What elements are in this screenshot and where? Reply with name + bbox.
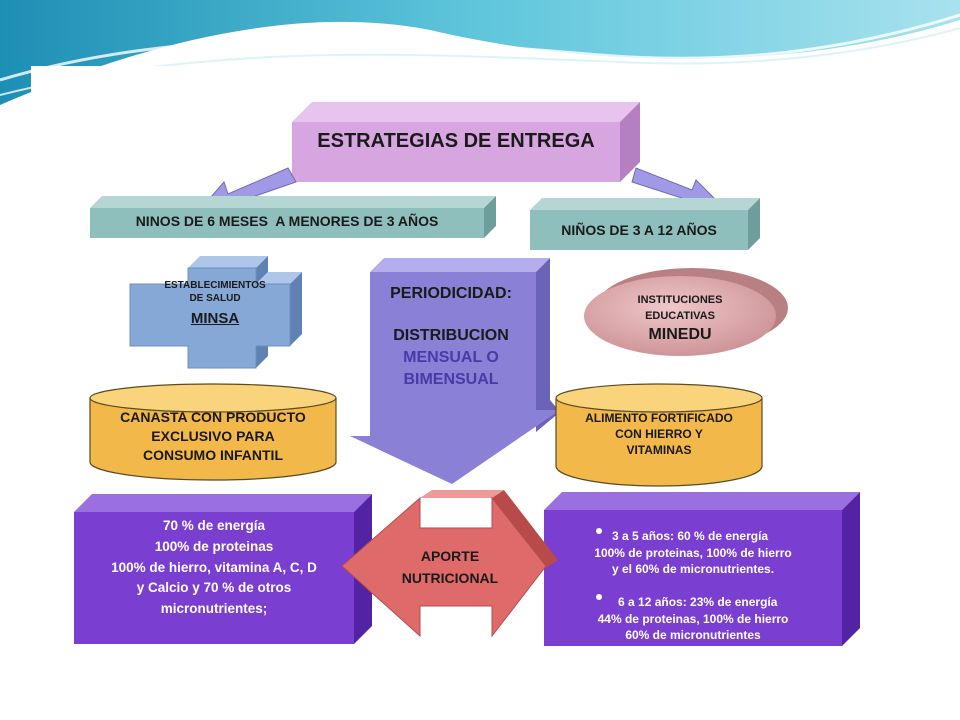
left-nutrition-line5: micronutrientes;: [160, 601, 268, 616]
bullet-dot-2: [596, 594, 602, 600]
left-nutrition-line4: y Calcio y 70 % de otros: [136, 580, 292, 595]
left-product-line2: EXCLUSIVO PARA: [151, 428, 275, 444]
minsa-label-line2: DE SALUD: [189, 293, 241, 304]
right-nutrition-b1-line1: 3 a 5 años: 60 % de energía: [612, 529, 769, 543]
right-nutrition-b1-line2: 100% de proteinas, 100% de hierro: [594, 546, 792, 560]
minsa-label-line1: ESTABLECIMIENTOS: [164, 280, 266, 291]
left-group-label: NINOS DE 6 MESES A MENORES DE 3 AÑOS: [135, 213, 439, 229]
right-product-line1: ALIMENTO FORTIFICADO: [585, 411, 733, 425]
right-nutrition-b2-line3: 60% de micronutrientes: [625, 628, 761, 642]
minedu-label-line1: INSTITUCIONES: [637, 294, 723, 306]
right-product-line2: CON HIERRO Y: [615, 427, 703, 441]
periodicity-line1: DISTRIBUCION: [393, 327, 509, 344]
right-nutrition-b2-line1: 6 a 12 años: 23% de energía: [618, 595, 778, 609]
left-product-line3: CONSUMO INFANTIL: [143, 447, 283, 463]
left-nutrition-line1: 70 % de energía: [162, 518, 266, 533]
left-product-line1: CANASTA CON PRODUCTO: [120, 409, 306, 425]
right-group-label: NIÑOS DE 3 A 12 AÑOS: [561, 222, 717, 238]
right-nutrition-b2-line2: 44% de proteinas, 100% de hierro: [597, 612, 789, 626]
right-product-line3: VITAMINAS: [626, 443, 692, 457]
center-arrow-line2: NUTRICIONAL: [401, 570, 499, 586]
right-nutrition-b1-line3: y el 60% de micronutrientes.: [611, 562, 775, 576]
periodicity-line2: MENSUAL O: [403, 349, 499, 366]
minsa-name: MINSA: [190, 310, 240, 327]
diagram-title: ESTRATEGIAS DE ENTREGA: [317, 130, 595, 152]
periodicity-title: PERIODICIDAD:: [390, 285, 512, 302]
bullet-dot-1: [596, 528, 602, 534]
minedu-label-line2: EDUCATIVAS: [645, 310, 715, 322]
left-nutrition-line3: 100% de hierro, vitamina A, C, D: [111, 560, 317, 575]
periodicity-line3: BIMENSUAL: [403, 371, 499, 388]
center-arrow-line1: APORTE: [420, 548, 480, 564]
left-nutrition-line2: 100% de proteinas: [154, 539, 274, 554]
minedu-name: MINEDU: [648, 326, 712, 343]
